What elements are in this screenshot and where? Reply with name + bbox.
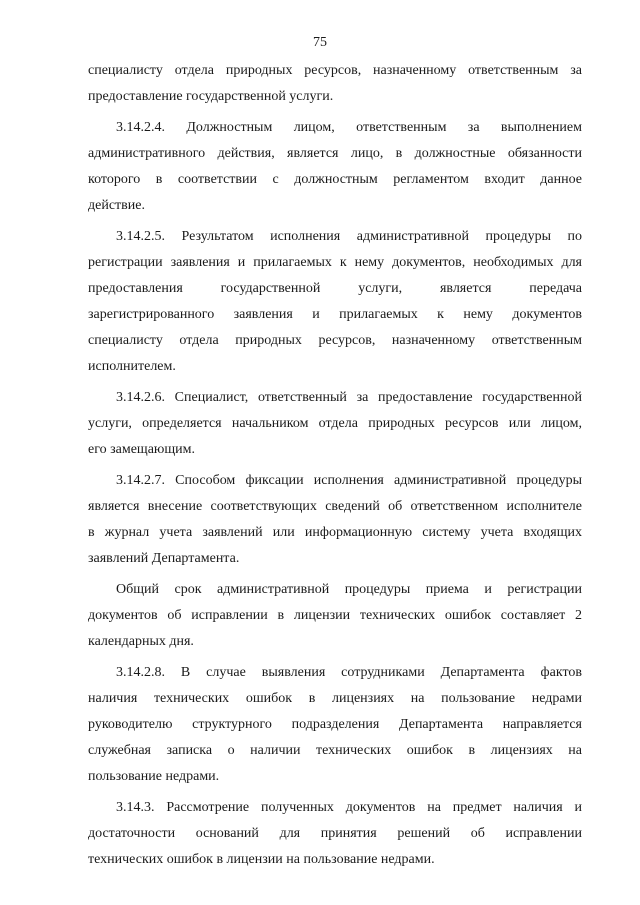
text-line: наличия технических ошибок в лицензиях на пользование недрами <box>88 691 582 706</box>
text-line: специалисту отдела природных ресурсов, назначенному ответственным <box>88 333 582 348</box>
paragraph-general-term <box>88 577 582 655</box>
text-line: услуги, определяется начальником отдела природных ресурсов или лицом, <box>88 416 582 431</box>
text-line: 3.14.2.5. Результатом исполнения административной процедуры по <box>116 229 582 244</box>
text-line: служебная записка о наличии технических ошибок в лицензиях на <box>88 743 582 758</box>
text-line: заявлений Департамента. <box>88 551 240 566</box>
text-line: действие. <box>88 198 145 213</box>
text-line: 3.14.2.8. В случае выявления сотрудниками Департамента фактов <box>116 665 582 680</box>
text-line: регистрации заявления и прилагаемых к нему документов, необходимых для <box>88 255 582 270</box>
text-line: достаточности оснований для принятия решений об исправлении <box>88 826 582 841</box>
paragraph-3-14-3 <box>88 795 582 873</box>
paragraph-3-14-2-8 <box>88 660 582 790</box>
text-line: которого в соответствии с должностным регламентом входит данное <box>88 172 582 187</box>
paragraph-continued <box>88 58 582 110</box>
text-line: 3.14.3. Рассмотрение полученных документов на предмет наличия и <box>116 800 582 815</box>
paragraph-3-14-2-5 <box>88 224 582 380</box>
paragraph-3-14-2-4 <box>88 115 582 219</box>
text-line: административного действия, является лицо, в должностные обязанности <box>88 146 582 161</box>
text-line: в журнал учета заявлений или информационную систему учета входящих <box>88 525 582 540</box>
text-line: предоставление государственной услуги. <box>88 89 334 104</box>
text-line: 3.14.2.6. Специалист, ответственный за предоставление государственной <box>116 390 582 405</box>
text-line: календарных дня. <box>88 634 194 649</box>
text-line: Общий срок административной процедуры приема и регистрации <box>116 582 582 597</box>
text-line: 3.14.2.7. Способом фиксации исполнения административной процедуры <box>116 473 582 488</box>
text-line: предоставления государственной услуги, является передача <box>88 281 582 296</box>
paragraph-3-14-2-7 <box>88 468 582 572</box>
text-line: специалисту отдела природных ресурсов, назначенному ответственным за <box>88 63 582 78</box>
text-line: исполнителем. <box>88 359 176 374</box>
text-line: 3.14.2.4. Должностным лицом, ответственным за выполнением <box>116 120 582 135</box>
page-number: 75 <box>313 35 327 50</box>
text-line: документов об исправлении в лицензии технических ошибок составляет 2 <box>88 608 582 623</box>
text-line: пользование недрами. <box>88 769 220 784</box>
document-body <box>88 58 582 873</box>
text-line: технических ошибок в лицензии на пользование недрами. <box>88 852 435 867</box>
text-line: его замещающим. <box>88 442 196 457</box>
text-line: является внесение соответствующих сведений об ответственном исполнителе <box>88 499 582 514</box>
text-line: зарегистрированного заявления и прилагаемых к нему документов <box>88 307 582 322</box>
text-line: руководителю структурного подразделения Департамента направляется <box>88 717 582 732</box>
paragraph-3-14-2-6 <box>88 385 582 463</box>
